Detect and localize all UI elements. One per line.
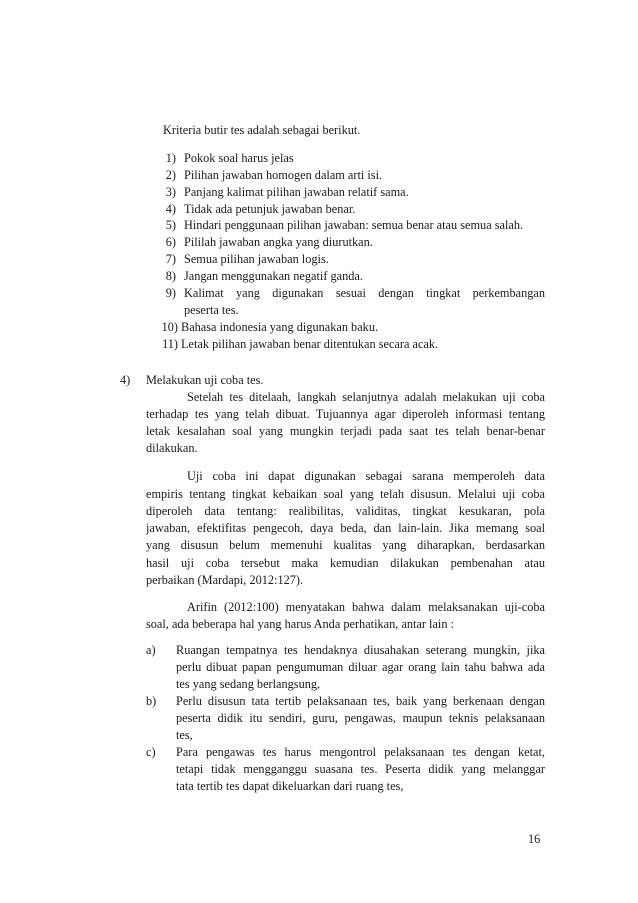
list-letter: a) (146, 643, 156, 657)
list-item: Perlu disusun tata tertib pelaksanaan tes, baik yang berkenaan dengan (176, 694, 545, 708)
list-number: 5) (165, 218, 176, 232)
list-number: 11) (162, 337, 178, 351)
section-number: 4) (120, 373, 131, 387)
list-letter: c) (146, 745, 156, 759)
paragraph-line: letak kesalahan soal yang mungkin terjadi pada saat tes telah benar-benar (146, 424, 545, 438)
list-item: Bahasa indonesia yang digunakan baku. (181, 320, 379, 334)
list-number: 10) (161, 320, 178, 334)
page-number: 16 (528, 832, 541, 846)
section-title: Melakukan uji coba tes. (146, 373, 264, 387)
paragraph-line: Setelah tes ditelaah, langkah selanjutnya adalah melakukan uji coba (187, 390, 545, 404)
paragraph-line: jawaban, efektifitas pengecoh, daya beda, dan lain-lain. Jika memang soal (146, 521, 545, 535)
criteria-intro: Kriteria butir tes adalah sebagai berikut. (163, 123, 361, 137)
list-item: Letak pilihan jawaban benar ditentukan secara acak. (181, 337, 439, 351)
paragraph-line: dilakukan. (146, 441, 198, 455)
list-item: tata tertib tes dapat dikeluarkan dari ruang tes, (176, 779, 404, 793)
list-number: 8) (165, 269, 176, 283)
paragraph-line: Arifin (2012:100) menyatakan bahwa dalam melaksanakan uji-coba (187, 600, 545, 614)
paragraph-line: empiris tentang tingkat kebaikan soal yang telah disusun. Melalui uji coba (146, 487, 545, 501)
list-item: Pililah jawaban angka yang diurutkan. (184, 235, 373, 249)
list-number: 4) (165, 202, 176, 216)
list-number: 2) (165, 168, 176, 182)
list-item: Pokok soal harus jelas (184, 151, 294, 165)
list-item: Jangan menggunakan negatif ganda. (184, 269, 363, 283)
paragraph-line: Uji coba ini dapat digunakan sebagai sarana memperoleh data (187, 469, 545, 483)
list-item: tetapi tidak mengganggu suasana tes. Peserta didik yang melanggar (176, 762, 545, 776)
paragraph-line: hasil uji coba tersebut maka kemudian dilakukan pembenahan atau (146, 556, 545, 570)
list-number: 1) (165, 151, 176, 165)
list-item: Hindari penggunaan pilihan jawaban: semua benar atau semua salah. (184, 218, 524, 232)
paragraph-line: soal, ada beberapa hal yang harus Anda perhatikan, antar lain : (146, 617, 454, 631)
list-item: Tidak ada petunjuk jawaban benar. (184, 202, 356, 216)
list-item: Semua pilihan jawaban logis. (184, 252, 329, 266)
paragraph-line: yang disusun belum memenuhi kualitas yang diharapkan, berdasarkan (146, 538, 545, 552)
list-item: Pilihan jawaban homogen dalam arti isi. (184, 168, 383, 182)
list-item: Para pengawas tes harus mengontrol pelaksanaan tes dengan ketat, (176, 745, 545, 759)
list-item: Kalimat yang digunakan sesuai dengan tingkat perkembangan (184, 286, 545, 300)
list-item: Ruangan tempatnya tes hendaknya diusahakan seterang mungkin, jika (176, 643, 545, 657)
list-item: tes yang sedang berlangsung, (176, 677, 321, 691)
list-item-continuation: peserta tes. (184, 303, 239, 317)
list-item: perlu dibuat papan pengumuman diluar agar orang lain tahu bahwa ada (176, 660, 545, 674)
list-letter: b) (146, 694, 157, 708)
list-number: 7) (165, 252, 176, 266)
paragraph-line: perbaikan (Mardapi, 2012:127). (146, 573, 304, 587)
paragraph-line: terhadap tes yang telah dibuat. Tujuannya agar diperoleh informasi tentang (146, 407, 545, 421)
list-item: tes, (176, 728, 193, 742)
list-number: 9) (165, 286, 176, 300)
paragraph-line: diperoleh data tentang: realibilitas, validitas, tingkat kesukaran, pola (146, 504, 545, 518)
list-item: Panjang kalimat pilihan jawaban relatif sama. (184, 185, 409, 199)
list-number: 3) (165, 185, 176, 199)
list-number: 6) (165, 235, 176, 249)
list-item: peserta didik itu sendiri, guru, pengawas, maupun teknis pelaksanaan (176, 711, 545, 725)
